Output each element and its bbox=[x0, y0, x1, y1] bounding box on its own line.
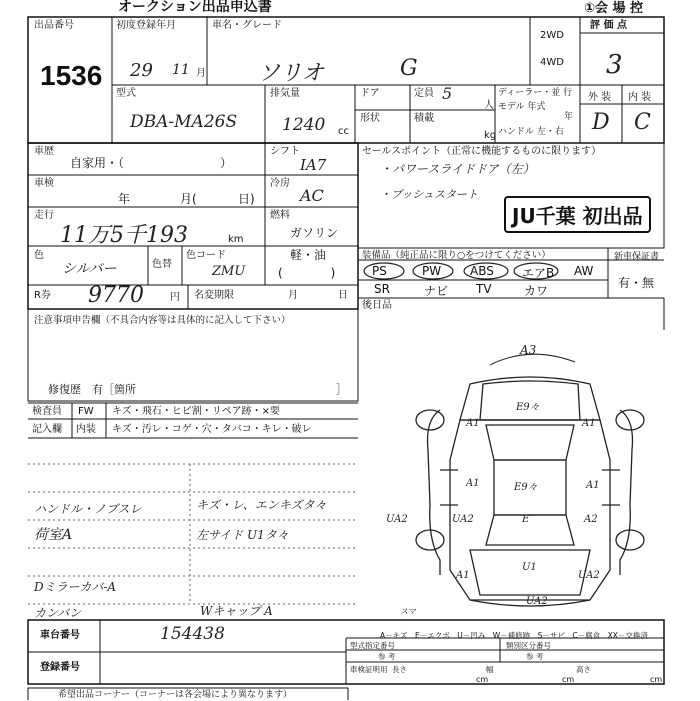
mark-a1-right-door: A1 bbox=[586, 480, 600, 491]
paint-change-label: 色替 bbox=[152, 259, 172, 270]
remark-mirror: Dミラーカバ-A bbox=[34, 580, 117, 594]
inspector-label: 検査員 bbox=[32, 406, 62, 417]
equip-leather: カワ bbox=[524, 284, 549, 298]
load-unit: kg bbox=[484, 130, 497, 141]
equipment-label: 装備品（純正品に限り○をつけてください） bbox=[362, 250, 551, 261]
diagram-legend: A－キズ E－エクボ U－凹み W－補修跡 S－サビ C－腐食 XX－交換済 bbox=[380, 631, 648, 640]
chassis-value: 154438 bbox=[160, 624, 225, 644]
equip-tv: TV bbox=[476, 282, 492, 296]
recycle-value: 9770 bbox=[88, 283, 144, 308]
inspection-day-unit: 日) bbox=[238, 192, 255, 206]
fuel-gasoline: ガソリン bbox=[290, 226, 339, 240]
mileage-label: 走行 bbox=[34, 210, 54, 221]
mark-ua2-bumper: UA2 bbox=[526, 596, 548, 607]
equip-aw: AW bbox=[574, 264, 594, 278]
class-code-ref: 参 考 bbox=[526, 652, 544, 661]
model-code-ref: 参 考 bbox=[378, 652, 396, 661]
shift-label: シフト bbox=[270, 146, 300, 157]
evaluation-score: 3 bbox=[606, 50, 623, 80]
model-year-label: モデル 年式 bbox=[498, 102, 546, 112]
mark-a1-rear-left: A1 bbox=[456, 570, 470, 581]
length-unit: cm bbox=[476, 675, 489, 684]
ac-label: 冷房 bbox=[270, 178, 290, 189]
interior-check-label: 内装 bbox=[76, 424, 96, 435]
color-code-label: 色コード bbox=[186, 250, 226, 261]
remark-signboard: カンバン bbox=[34, 606, 82, 620]
mark-a1-front-right: A1 bbox=[582, 418, 596, 429]
notes-label: 注意事項申告欄（不具合内容等は具体的に記入して下さい） bbox=[34, 315, 291, 326]
remark-scratches: キズ・レ、エンキズタ々 bbox=[196, 498, 327, 512]
height-unit: cm bbox=[650, 675, 663, 684]
inspection-label: 車検 bbox=[34, 178, 54, 189]
model-year-unit: 年 bbox=[564, 112, 574, 122]
handle-label: ハンドル 左・右 bbox=[498, 127, 564, 137]
mark-a1-left-door: A1 bbox=[466, 478, 480, 489]
model-label: 型式 bbox=[116, 88, 136, 99]
shift-value: IA7 bbox=[300, 156, 327, 174]
recycle-unit: 円 bbox=[170, 292, 180, 303]
inspector-entry-label: 記入欄 bbox=[32, 424, 62, 435]
remark-cargo: 荷室A bbox=[34, 527, 73, 543]
remark-left-side: 左サイド U1タ々 bbox=[196, 528, 289, 542]
mark-a1-front-left: A1 bbox=[466, 418, 480, 429]
later-date-label: 後日品 bbox=[362, 300, 392, 311]
fuel-other: ( ) bbox=[278, 266, 336, 280]
registration-deadline-label: 名変期限 bbox=[194, 290, 234, 301]
color-value: シルバー bbox=[62, 261, 117, 277]
sales-point-line1: ・パワースライドドア（左） bbox=[380, 162, 535, 176]
fw-label: FW bbox=[78, 406, 94, 417]
equip-ps: PS bbox=[372, 264, 387, 278]
displacement-label: 排気量 bbox=[270, 88, 300, 99]
footer-note: 希望出品コーナー（コーナーは各会場により異なります） bbox=[58, 690, 293, 700]
usage-value: 自家用・（ ） bbox=[70, 156, 233, 170]
mileage-unit: km bbox=[228, 234, 244, 245]
height-label: 高さ bbox=[576, 665, 591, 674]
mark-smart: スマ bbox=[400, 607, 416, 616]
equip-navi: ナビ bbox=[424, 284, 449, 298]
sales-point-label: セールスポイント（正常に機能するものに限ります） bbox=[362, 146, 602, 157]
ac-value: AC bbox=[300, 186, 324, 205]
drive-2wd: 2WD bbox=[540, 30, 564, 41]
car-name: ソリオ bbox=[258, 61, 324, 86]
exterior-grade: D bbox=[592, 110, 610, 135]
first-registration-month: 11 bbox=[172, 62, 190, 78]
length-label: 長さ bbox=[392, 665, 407, 674]
displacement-value: 1240 bbox=[282, 115, 326, 135]
mark-e-rear: E bbox=[522, 514, 530, 525]
equip-abs: ABS bbox=[470, 264, 494, 278]
form-title: オークション出品申込書 bbox=[118, 0, 272, 15]
remark-handle: ハンドル・ノブスレ bbox=[34, 502, 142, 516]
shape-label: 形状 bbox=[360, 113, 380, 124]
mileage-value: 11万5千193 bbox=[60, 223, 188, 248]
warranty-label: 新車保証書 bbox=[614, 252, 660, 262]
doors-label: ドア bbox=[360, 88, 380, 99]
evaluation-label: 評 価 点 bbox=[590, 20, 627, 31]
width-label: 幅 bbox=[486, 665, 494, 674]
usage-label: 車歴 bbox=[34, 146, 54, 157]
repair-history-label: 修復歴 有［箇所 bbox=[48, 383, 136, 396]
mark-a2-right-rear: A2 bbox=[584, 514, 598, 525]
model-value: DBA-MA26S bbox=[130, 112, 238, 132]
remark-wheel-cap: Wキャップ A bbox=[200, 604, 273, 618]
first-registration-label: 初度登録年月 bbox=[116, 20, 176, 31]
load-label: 積載 bbox=[414, 113, 434, 124]
mark-ua2-left-rear: UA2 bbox=[452, 514, 474, 525]
fuel-label: 燃料 bbox=[270, 210, 290, 221]
mark-e9-hood: E9々 bbox=[516, 402, 540, 413]
mark-ua2-rear-right: UA2 bbox=[578, 570, 600, 581]
dealer-label: ディーラー・並 行 bbox=[498, 88, 573, 98]
interior-items: キズ・汚レ・コゲ・穴・タバコ・キレ・破レ bbox=[112, 424, 312, 435]
car-name-label: 車名・グレード bbox=[212, 20, 282, 31]
warranty-value: 有・無 bbox=[618, 276, 655, 290]
width-unit: cm bbox=[562, 675, 575, 684]
drive-4wd: 4WD bbox=[540, 57, 564, 68]
copy-label: ①会 場 控 bbox=[584, 1, 644, 16]
first-registration-month-unit: 月 bbox=[196, 68, 206, 79]
exterior-label: 外 装 bbox=[588, 92, 612, 103]
interior-grade: C bbox=[634, 110, 651, 135]
deadline-day-unit: 日 bbox=[338, 290, 348, 301]
deadline-month-unit: 月 bbox=[288, 290, 298, 301]
model-code-label: 型式指定番号 bbox=[350, 641, 395, 650]
fuel-diesel: 軽・油 bbox=[290, 248, 327, 262]
mark-e9-roof: E9々 bbox=[514, 482, 538, 493]
mark-a3: A3 bbox=[520, 343, 537, 357]
doors-value: 5 bbox=[442, 84, 453, 103]
interior-label: 内 装 bbox=[628, 92, 652, 103]
class-code-label: 類別区分番号 bbox=[506, 641, 551, 650]
capacity-label: 定員 bbox=[414, 88, 434, 99]
equip-sr: SR bbox=[374, 282, 390, 296]
mark-ua2-left-outer: UA2 bbox=[386, 514, 408, 525]
inspection-year-unit: 年 bbox=[118, 192, 131, 206]
mark-u1-rear: U1 bbox=[522, 562, 537, 573]
car-grade: G bbox=[400, 56, 418, 81]
color-code-value: ZMU bbox=[212, 264, 246, 279]
first-registration-year: 29 bbox=[130, 60, 153, 81]
lot-number-label: 出品番号 bbox=[34, 20, 74, 31]
first-listing-stamp: JU千葉 初出品 bbox=[504, 196, 651, 233]
certificate-label: 車検証明用 bbox=[350, 665, 388, 674]
fw-items: キズ・飛石・ヒビ割・リペア跡・×要 bbox=[112, 406, 280, 417]
capacity-unit: 人 bbox=[484, 100, 494, 111]
recycle-label: R券 bbox=[34, 290, 51, 301]
lot-number: 1536 bbox=[40, 60, 103, 91]
sales-point-line2: ・プッシュスタート bbox=[380, 188, 479, 201]
chassis-label: 車台番号 bbox=[40, 630, 80, 641]
displacement-unit: cc bbox=[338, 126, 349, 137]
repair-history-close: ］ bbox=[336, 383, 347, 396]
color-label: 色 bbox=[34, 250, 44, 261]
registration-label: 登録番号 bbox=[40, 662, 80, 673]
equip-airbag: エアB bbox=[522, 266, 555, 280]
inspection-month-unit: 月( bbox=[180, 192, 197, 206]
equip-pw: PW bbox=[422, 264, 442, 278]
